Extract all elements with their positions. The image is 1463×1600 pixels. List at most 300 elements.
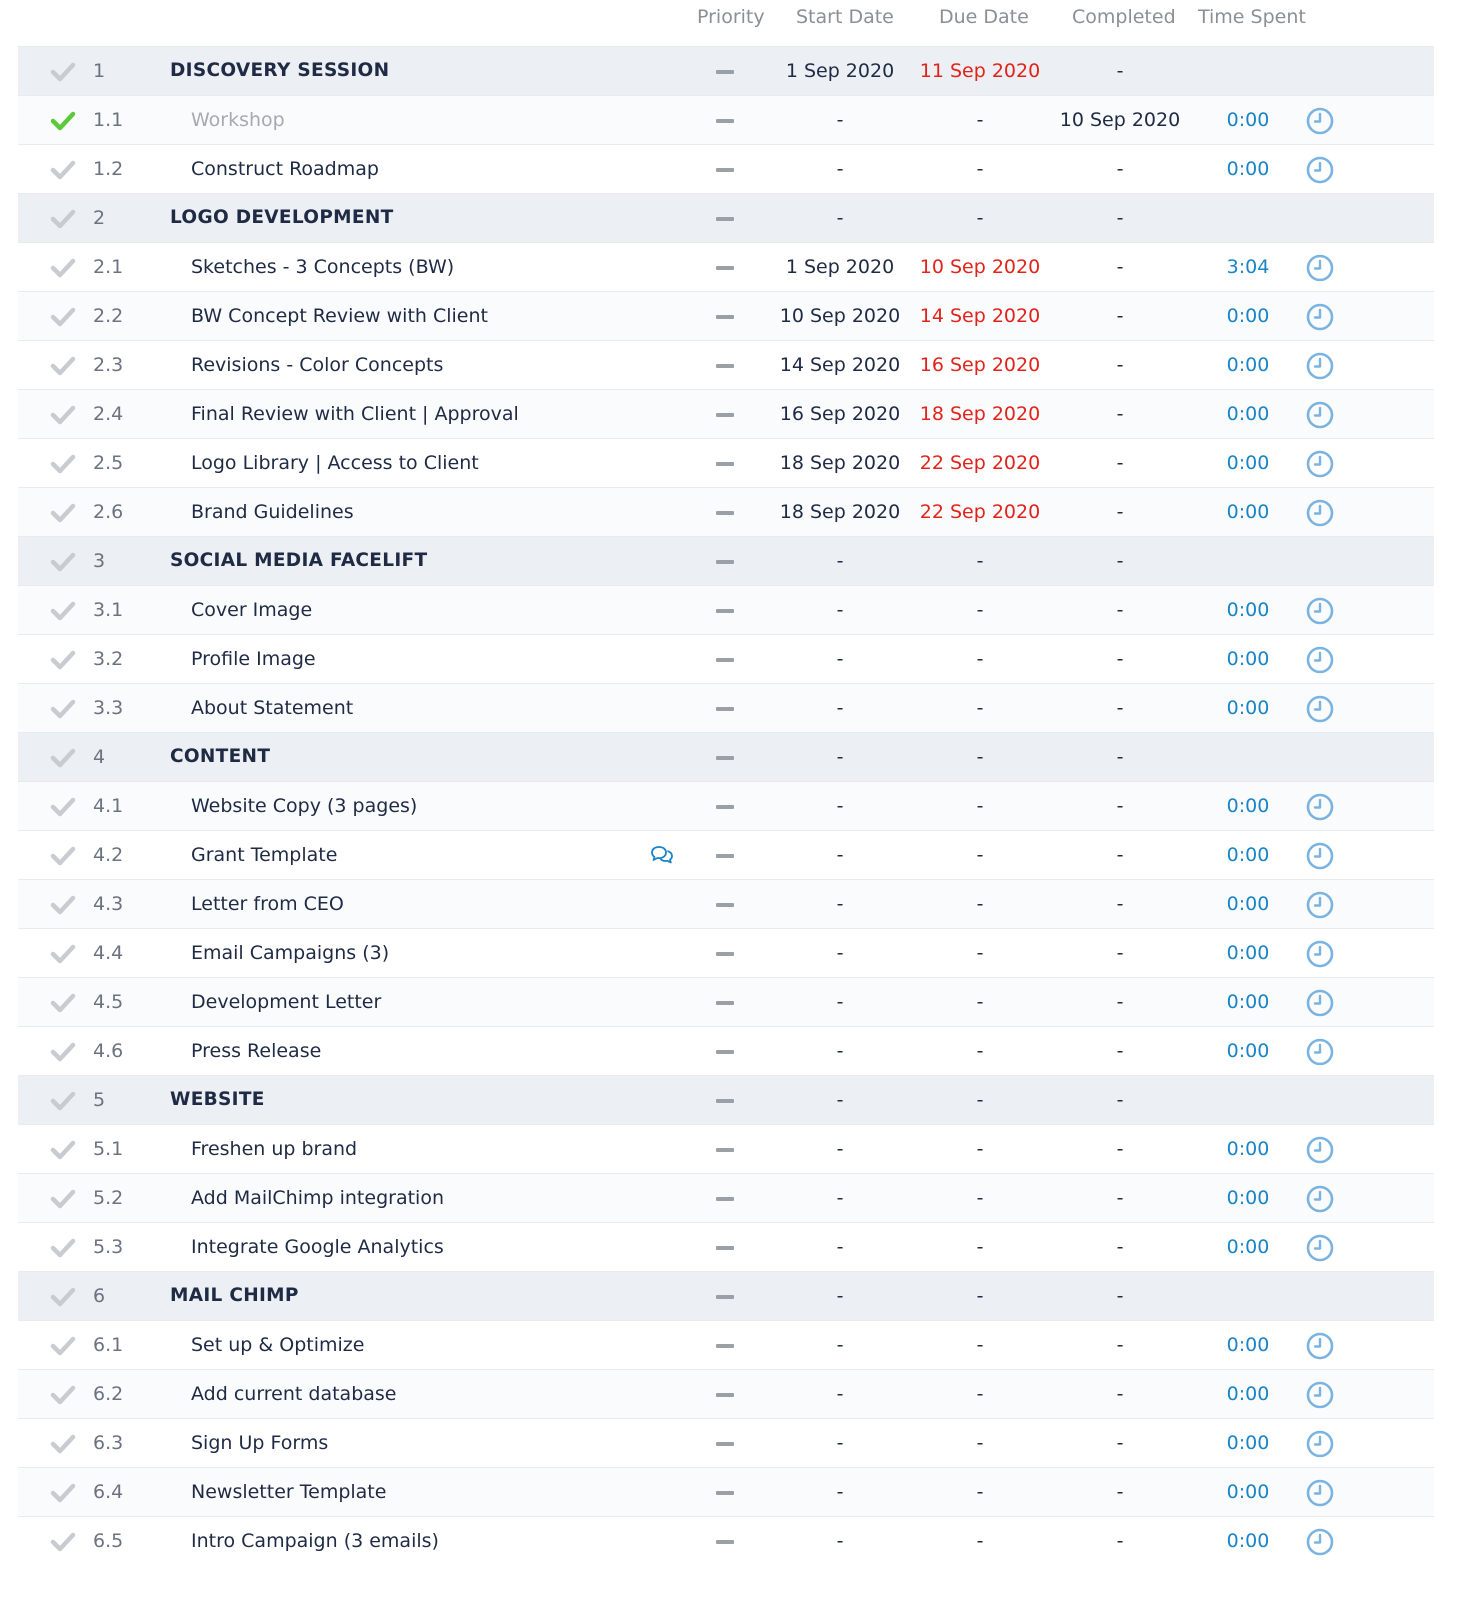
task-number: 4.1 [93, 795, 124, 817]
priority-dash-icon[interactable] [716, 168, 734, 172]
task-title[interactable]: Freshen up brand [191, 1138, 358, 1160]
task-number: 6.4 [93, 1481, 124, 1503]
start-date: - [836, 795, 844, 817]
task-title[interactable]: Letter from CEO [191, 893, 344, 915]
clock-icon[interactable] [1306, 1332, 1334, 1360]
task-number: 6.2 [93, 1383, 124, 1405]
task-title[interactable]: Profile Image [191, 648, 316, 670]
clock-icon[interactable] [1306, 940, 1334, 968]
due-date: - [976, 1187, 984, 1209]
due-date: 10 Sep 2020 [919, 256, 1041, 278]
task-row[interactable] [18, 585, 1434, 634]
time-spent-link[interactable]: 0:00 [1226, 1236, 1270, 1258]
task-row[interactable] [18, 683, 1434, 732]
completed-date: - [1116, 942, 1124, 964]
start-date: - [836, 1383, 844, 1405]
time-spent-link[interactable]: 0:00 [1226, 991, 1270, 1013]
task-title[interactable]: Cover Image [191, 599, 313, 621]
start-date: 16 Sep 2020 [779, 403, 901, 425]
completed-date: - [1116, 1432, 1124, 1454]
task-title[interactable]: Final Review with Client | Approval [191, 403, 519, 425]
task-row[interactable] [18, 291, 1434, 340]
due-date: - [976, 158, 984, 180]
time-spent-link[interactable]: 0:00 [1226, 697, 1270, 719]
start-date: - [836, 1334, 844, 1356]
checkmark-icon[interactable] [50, 1090, 76, 1112]
time-spent-link[interactable]: 0:00 [1226, 795, 1270, 817]
time-spent-link[interactable]: 0:00 [1226, 1432, 1270, 1454]
due-date: 22 Sep 2020 [919, 452, 1041, 474]
task-number: 6.3 [93, 1432, 124, 1454]
task-title[interactable]: Intro Campaign (3 emails) [191, 1530, 439, 1552]
time-spent-link[interactable]: 0:00 [1226, 452, 1270, 474]
time-spent-link[interactable]: 0:00 [1226, 305, 1270, 327]
completed-date: - [1116, 207, 1124, 229]
clock-icon[interactable] [1306, 1234, 1334, 1262]
checkmark-icon[interactable] [50, 1237, 76, 1259]
start-date: 18 Sep 2020 [779, 501, 901, 523]
start-date: - [836, 158, 844, 180]
task-title[interactable]: Website Copy (3 pages) [191, 795, 418, 817]
task-row[interactable] [18, 977, 1434, 1026]
due-date: - [976, 207, 984, 229]
task-group-row[interactable] [18, 1271, 1434, 1320]
task-row[interactable] [18, 242, 1434, 291]
completed-date: - [1116, 844, 1124, 866]
priority-dash-icon[interactable] [716, 1442, 734, 1446]
task-row[interactable] [18, 144, 1434, 193]
time-spent-link[interactable]: 0:00 [1226, 1138, 1270, 1160]
completed-date: - [1116, 1383, 1124, 1405]
start-date: 18 Sep 2020 [779, 452, 901, 474]
start-date: - [836, 599, 844, 621]
task-number: 5.3 [93, 1236, 124, 1258]
completed-date: - [1116, 795, 1124, 817]
completed-date: - [1116, 599, 1124, 621]
due-date: - [976, 648, 984, 670]
priority-dash-icon[interactable] [716, 854, 734, 858]
time-spent-link[interactable]: 0:00 [1226, 1334, 1270, 1356]
task-title[interactable]: LOGO DEVELOPMENT [170, 207, 394, 228]
completed-date: - [1116, 354, 1124, 376]
completed-date: - [1116, 1138, 1124, 1160]
time-spent-link[interactable]: 0:00 [1226, 501, 1270, 523]
task-number: 3 [93, 550, 106, 572]
completed-date: 10 Sep 2020 [1059, 109, 1181, 131]
checkmark-icon[interactable] [50, 1531, 76, 1553]
task-number: 4.5 [93, 991, 124, 1013]
task-row[interactable] [18, 1467, 1434, 1516]
task-number: 4.6 [93, 1040, 124, 1062]
checkmark-icon[interactable] [50, 1482, 76, 1504]
priority-dash-icon[interactable] [716, 266, 734, 270]
task-number: 4 [93, 746, 106, 768]
task-title[interactable]: Grant Template [191, 844, 338, 866]
task-group-row[interactable] [18, 193, 1434, 242]
start-date: - [836, 648, 844, 670]
completed-date: - [1116, 746, 1124, 768]
task-title[interactable]: SOCIAL MEDIA FACELIFT [170, 550, 428, 571]
clock-icon[interactable] [1306, 1479, 1334, 1507]
checkmark-icon[interactable] [50, 1041, 76, 1063]
priority-dash-icon[interactable] [716, 119, 734, 123]
start-date: - [836, 207, 844, 229]
clock-icon[interactable] [1306, 499, 1334, 527]
completed-date: - [1116, 893, 1124, 915]
completed-date: - [1116, 1236, 1124, 1258]
clock-icon[interactable] [1306, 254, 1334, 282]
clock-icon[interactable] [1306, 793, 1334, 821]
due-date: - [976, 1432, 984, 1454]
clock-icon[interactable] [1306, 842, 1334, 870]
checkmark-icon[interactable] [50, 453, 76, 475]
checkmark-icon[interactable] [50, 1384, 76, 1406]
task-number: 5.1 [93, 1138, 124, 1160]
priority-dash-icon[interactable] [716, 707, 734, 711]
due-date-header[interactable]: Due Date [939, 6, 1029, 28]
clock-icon[interactable] [1306, 303, 1334, 331]
checkmark-icon[interactable] [50, 1139, 76, 1161]
completed-date: - [1116, 1334, 1124, 1356]
priority-dash-icon[interactable] [716, 413, 734, 417]
table-header [18, 0, 1434, 46]
start-date: 1 Sep 2020 [785, 256, 895, 278]
task-title[interactable]: Email Campaigns (3) [191, 942, 390, 964]
task-title[interactable]: Brand Guidelines [191, 501, 354, 523]
task-list [18, 46, 1434, 1565]
task-row[interactable] [18, 1222, 1434, 1271]
checkmark-icon[interactable] [50, 1433, 76, 1455]
start-date: 1 Sep 2020 [785, 60, 895, 82]
task-number: 1.2 [93, 158, 124, 180]
completed-date: - [1116, 158, 1124, 180]
priority-dash-icon[interactable] [716, 756, 734, 760]
task-title[interactable]: Set up & Optimize [191, 1334, 365, 1356]
task-row[interactable] [18, 634, 1434, 683]
completed-date: - [1116, 256, 1124, 278]
priority-dash-icon[interactable] [716, 364, 734, 368]
task-title[interactable]: DISCOVERY SESSION [170, 60, 390, 81]
clock-icon[interactable] [1306, 1038, 1334, 1066]
task-title[interactable]: Integrate Google Analytics [191, 1236, 444, 1258]
checkmark-icon[interactable] [50, 747, 76, 769]
task-row[interactable] [18, 1173, 1434, 1222]
clock-icon[interactable] [1306, 597, 1334, 625]
time-spent-link[interactable]: 0:00 [1226, 1481, 1270, 1503]
start-date: 10 Sep 2020 [779, 305, 901, 327]
checkmark-done-icon[interactable] [50, 110, 76, 132]
start-date: - [836, 1040, 844, 1062]
task-row[interactable] [18, 487, 1434, 536]
priority-dash-icon[interactable] [716, 511, 734, 515]
due-date: - [976, 1089, 984, 1111]
completed-header[interactable]: Completed [1072, 6, 1176, 28]
task-group-row[interactable] [18, 46, 1434, 95]
completed-date: - [1116, 60, 1124, 82]
task-number: 4.2 [93, 844, 124, 866]
due-date: - [976, 795, 984, 817]
task-group-row[interactable] [18, 1075, 1434, 1124]
checkmark-icon[interactable] [50, 649, 76, 671]
task-row[interactable] [18, 438, 1434, 487]
task-number: 5 [93, 1089, 106, 1111]
start-date: - [836, 1089, 844, 1111]
priority-dash-icon[interactable] [716, 1197, 734, 1201]
task-number: 6 [93, 1285, 106, 1307]
task-title[interactable]: Construct Roadmap [191, 158, 379, 180]
clock-icon[interactable] [1306, 1430, 1334, 1458]
priority-dash-icon[interactable] [716, 1246, 734, 1250]
due-date: - [976, 1334, 984, 1356]
task-number: 2.3 [93, 354, 124, 376]
completed-date: - [1116, 991, 1124, 1013]
clock-icon[interactable] [1306, 1185, 1334, 1213]
checkmark-icon[interactable] [50, 257, 76, 279]
task-title[interactable]: BW Concept Review with Client [191, 305, 488, 327]
start-date: - [836, 942, 844, 964]
start-date: - [836, 109, 844, 131]
completed-date: - [1116, 1040, 1124, 1062]
clock-icon[interactable] [1306, 1136, 1334, 1164]
start-date: - [836, 697, 844, 719]
task-group-row[interactable] [18, 732, 1434, 781]
time-spent-link[interactable]: 3:04 [1226, 256, 1270, 278]
start-date: - [836, 1285, 844, 1307]
time-spent-link[interactable]: 0:00 [1226, 109, 1270, 131]
task-row[interactable] [18, 781, 1434, 830]
task-row[interactable] [18, 340, 1434, 389]
checkmark-icon[interactable] [50, 845, 76, 867]
priority-dash-icon[interactable] [716, 1295, 734, 1299]
task-row[interactable] [18, 879, 1434, 928]
task-row[interactable] [18, 1026, 1434, 1075]
start-date: - [836, 746, 844, 768]
due-date: 11 Sep 2020 [919, 60, 1041, 82]
priority-dash-icon[interactable] [716, 1099, 734, 1103]
task-title[interactable]: About Statement [191, 697, 354, 719]
task-number: 2.4 [93, 403, 124, 425]
task-row[interactable] [18, 1418, 1434, 1467]
task-number: 3.2 [93, 648, 124, 670]
task-row[interactable] [18, 1124, 1434, 1173]
due-date: - [976, 550, 984, 572]
task-number: 2.6 [93, 501, 124, 523]
clock-icon[interactable] [1306, 107, 1334, 135]
checkmark-icon[interactable] [50, 1286, 76, 1308]
completed-date: - [1116, 452, 1124, 474]
time-spent-link[interactable]: 0:00 [1226, 599, 1270, 621]
task-title[interactable]: Development Letter [191, 991, 382, 1013]
checkmark-icon[interactable] [50, 61, 76, 83]
checkmark-icon[interactable] [50, 1335, 76, 1357]
due-date: 18 Sep 2020 [919, 403, 1041, 425]
clock-icon[interactable] [1306, 646, 1334, 674]
clock-icon[interactable] [1306, 1528, 1334, 1556]
start-date: - [836, 1187, 844, 1209]
start-date: - [836, 844, 844, 866]
priority-dash-icon[interactable] [716, 952, 734, 956]
start-date: - [836, 1530, 844, 1552]
priority-dash-icon[interactable] [716, 658, 734, 662]
priority-dash-icon[interactable] [716, 1050, 734, 1054]
due-date: - [976, 1481, 984, 1503]
checkmark-icon[interactable] [50, 502, 76, 524]
task-number: 2.5 [93, 452, 124, 474]
task-row[interactable] [18, 928, 1434, 977]
task-row[interactable] [18, 1369, 1434, 1418]
start-date: - [836, 550, 844, 572]
task-number: 1 [93, 60, 106, 82]
priority-dash-icon[interactable] [716, 315, 734, 319]
time-spent-link[interactable]: 0:00 [1226, 1530, 1270, 1552]
clock-icon[interactable] [1306, 156, 1334, 184]
priority-dash-icon[interactable] [716, 1491, 734, 1495]
comments-icon[interactable] [650, 844, 674, 866]
due-date: - [976, 1040, 984, 1062]
start-date: - [836, 1432, 844, 1454]
time-spent-link[interactable]: 0:00 [1226, 1187, 1270, 1209]
task-number: 6.5 [93, 1530, 124, 1552]
completed-date: - [1116, 1481, 1124, 1503]
checkmark-icon[interactable] [50, 208, 76, 230]
priority-dash-icon[interactable] [716, 805, 734, 809]
clock-icon[interactable] [1306, 1381, 1334, 1409]
start-date: - [836, 1236, 844, 1258]
time-spent-link[interactable]: 0:00 [1226, 354, 1270, 376]
due-date: - [976, 697, 984, 719]
task-title[interactable]: Sign Up Forms [191, 1432, 329, 1454]
priority-dash-icon[interactable] [716, 1540, 734, 1544]
task-number: 2 [93, 207, 106, 229]
checkmark-icon[interactable] [50, 1188, 76, 1210]
completed-date: - [1116, 1089, 1124, 1111]
task-title[interactable]: Revisions - Color Concepts [191, 354, 444, 376]
priority-dash-icon[interactable] [716, 1148, 734, 1152]
task-number: 6.1 [93, 1334, 124, 1356]
priority-dash-icon[interactable] [716, 903, 734, 907]
task-title[interactable]: Newsletter Template [191, 1481, 387, 1503]
due-date: - [976, 844, 984, 866]
task-row[interactable] [18, 1320, 1434, 1369]
clock-icon[interactable] [1306, 695, 1334, 723]
completed-date: - [1116, 1530, 1124, 1552]
task-title[interactable]: Press Release [191, 1040, 322, 1062]
priority-dash-icon[interactable] [716, 1344, 734, 1348]
task-title[interactable]: Sketches - 3 Concepts (BW) [191, 256, 455, 278]
task-number: 4.3 [93, 893, 124, 915]
clock-icon[interactable] [1306, 450, 1334, 478]
task-row[interactable] [18, 95, 1434, 144]
task-title[interactable]: Workshop [191, 109, 285, 131]
time-spent-link[interactable]: 0:00 [1226, 1383, 1270, 1405]
checkmark-icon[interactable] [50, 404, 76, 426]
checkmark-icon[interactable] [50, 551, 76, 573]
completed-date: - [1116, 1187, 1124, 1209]
due-date: - [976, 942, 984, 964]
checkmark-icon[interactable] [50, 355, 76, 377]
time-spent-link[interactable]: 0:00 [1226, 158, 1270, 180]
time-spent-link[interactable]: 0:00 [1226, 403, 1270, 425]
start-date: 14 Sep 2020 [779, 354, 901, 376]
due-date: - [976, 1383, 984, 1405]
task-number: 3.1 [93, 599, 124, 621]
checkmark-icon[interactable] [50, 943, 76, 965]
task-title[interactable]: CONTENT [170, 746, 271, 767]
task-group-row[interactable] [18, 536, 1434, 585]
completed-date: - [1116, 697, 1124, 719]
checkmark-icon[interactable] [50, 992, 76, 1014]
priority-dash-icon[interactable] [716, 609, 734, 613]
time-spent-link[interactable]: 0:00 [1226, 942, 1270, 964]
due-date: - [976, 1285, 984, 1307]
priority-dash-icon[interactable] [716, 1393, 734, 1397]
time-spent-header[interactable]: Time Spent [1198, 6, 1306, 28]
time-spent-link[interactable]: 0:00 [1226, 844, 1270, 866]
checkmark-icon[interactable] [50, 306, 76, 328]
priority-dash-icon[interactable] [716, 462, 734, 466]
checkmark-icon[interactable] [50, 600, 76, 622]
checkmark-icon[interactable] [50, 796, 76, 818]
due-date: 14 Sep 2020 [919, 305, 1041, 327]
due-date: - [976, 991, 984, 1013]
due-date: - [976, 746, 984, 768]
task-number: 2.2 [93, 305, 124, 327]
priority-dash-icon[interactable] [716, 1001, 734, 1005]
start-date: - [836, 893, 844, 915]
checkmark-icon[interactable] [50, 698, 76, 720]
clock-icon[interactable] [1306, 891, 1334, 919]
checkmark-icon[interactable] [50, 894, 76, 916]
task-title[interactable]: Add current database [191, 1383, 397, 1405]
priority-dash-icon[interactable] [716, 70, 734, 74]
due-date: 22 Sep 2020 [919, 501, 1041, 523]
task-row[interactable] [18, 830, 1434, 879]
clock-icon[interactable] [1306, 989, 1334, 1017]
start-date: - [836, 1481, 844, 1503]
time-spent-link[interactable]: 0:00 [1226, 893, 1270, 915]
priority-header[interactable]: Priority [697, 6, 765, 28]
checkmark-icon[interactable] [50, 159, 76, 181]
task-number: 4.4 [93, 942, 124, 964]
priority-dash-icon[interactable] [716, 217, 734, 221]
completed-date: - [1116, 501, 1124, 523]
time-spent-link[interactable]: 0:00 [1226, 648, 1270, 670]
due-date: - [976, 1236, 984, 1258]
due-date: - [976, 109, 984, 131]
start-date: - [836, 1138, 844, 1160]
completed-date: - [1116, 1285, 1124, 1307]
clock-icon[interactable] [1306, 352, 1334, 380]
task-title[interactable]: MAIL CHIMP [170, 1285, 299, 1306]
start-date-header[interactable]: Start Date [796, 6, 894, 28]
task-table [18, 0, 1434, 1565]
start-date: - [836, 991, 844, 1013]
due-date: - [976, 599, 984, 621]
time-spent-link[interactable]: 0:00 [1226, 1040, 1270, 1062]
task-row[interactable] [18, 1516, 1434, 1565]
task-row[interactable] [18, 389, 1434, 438]
clock-icon[interactable] [1306, 401, 1334, 429]
priority-dash-icon[interactable] [716, 560, 734, 564]
completed-date: - [1116, 403, 1124, 425]
due-date: - [976, 1530, 984, 1552]
completed-date: - [1116, 648, 1124, 670]
completed-date: - [1116, 305, 1124, 327]
task-title[interactable]: Logo Library | Access to Client [191, 452, 479, 474]
task-number: 3.3 [93, 697, 124, 719]
task-title[interactable]: WEBSITE [170, 1089, 265, 1110]
task-title[interactable]: Add MailChimp integration [191, 1187, 444, 1209]
